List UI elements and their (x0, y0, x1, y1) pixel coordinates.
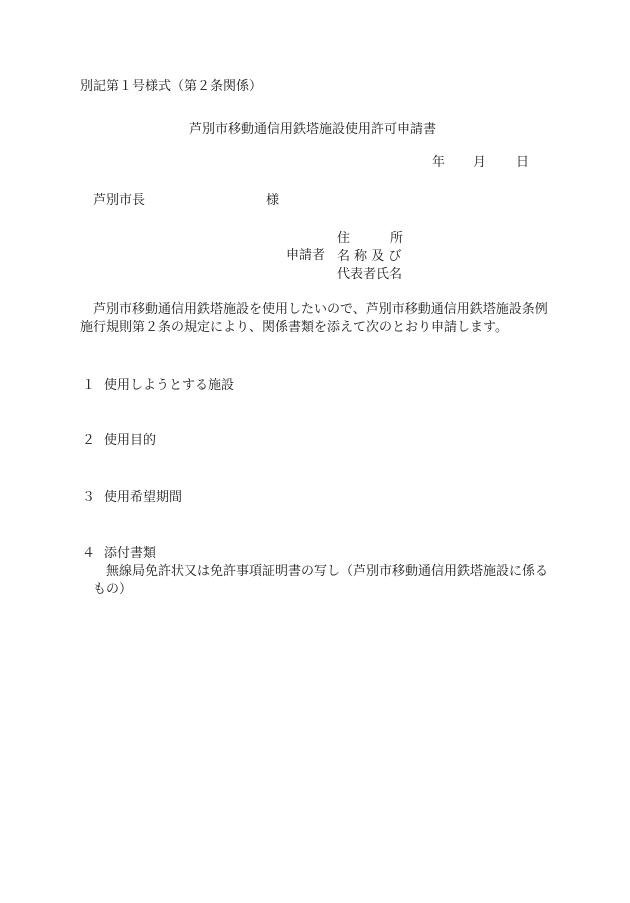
item-facility (82, 378, 234, 394)
item-number: ４ (82, 546, 96, 561)
item-label: 添付書類 (104, 546, 157, 561)
address-label-part-1: 住 (337, 231, 351, 246)
applicant-name-label: 名 称 及 び (337, 249, 402, 264)
applicant-representative-label: 代表者氏名 (337, 267, 403, 282)
item-attachments (82, 546, 156, 562)
attachment-detail: 無線局免許状又は免許事項証明書の写し（芦別市移動通信用鉄塔施設に係るもの） (93, 564, 549, 597)
addressee-honorific: 様 (266, 193, 280, 208)
item-number: １ (82, 378, 96, 393)
applicant-fields (337, 230, 403, 284)
item-purpose (82, 433, 156, 449)
applicant-address-label (337, 230, 403, 248)
item-label: 使用目的 (104, 433, 157, 448)
date-row (432, 155, 529, 171)
address-label-part-2: 所 (390, 231, 404, 246)
date-year-label: 年 (432, 155, 446, 170)
form-label: 別記第１号様式（第２条関係） (80, 79, 263, 94)
application-body-text: 芦別市移動通信用鉄塔施設を使用したいので、芦別市移動通信用鉄塔施設条例施行規則第２条の規定により、関係書類を添えて次のとおり申請します。 (80, 302, 548, 335)
applicant-label: 申請者 (286, 248, 326, 263)
date-month-label: 月 (473, 155, 487, 170)
date-day-label: 日 (516, 155, 530, 170)
addressee-name: 芦別市長 (93, 193, 146, 208)
item-label: 使用希望期間 (104, 490, 183, 505)
item-number: ３ (82, 490, 96, 505)
item-period (82, 490, 182, 506)
item-number: ２ (82, 433, 96, 448)
item-label: 使用しようとする施設 (104, 378, 235, 393)
document-title: 芦別市移動通信用鉄塔施設使用許可申請書 (189, 122, 437, 137)
